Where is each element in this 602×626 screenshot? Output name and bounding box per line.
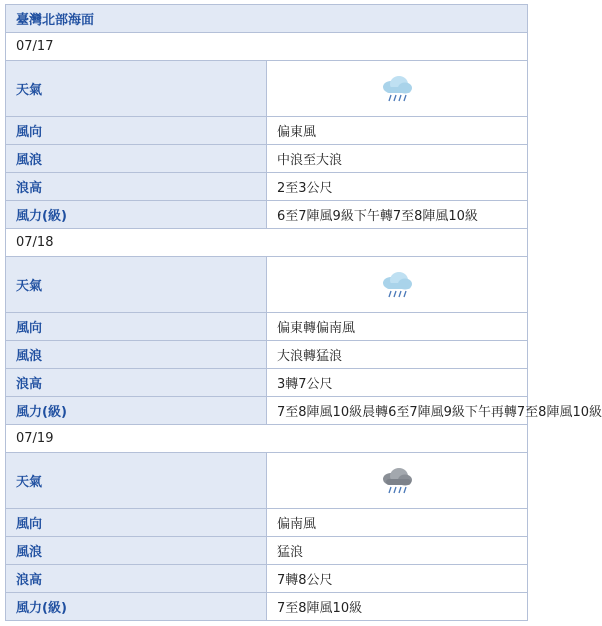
marine-forecast-table (5, 4, 602, 621)
forecast-date: 07/18 (6, 229, 528, 257)
wave-label: 風浪 (6, 145, 267, 173)
wave-height-value: 2至3公尺 (267, 173, 528, 201)
weather-label: 天氣 (6, 61, 267, 117)
wind-direction-label: 風向 (6, 313, 267, 341)
weather-label: 天氣 (6, 453, 267, 509)
weather-row (6, 61, 528, 117)
wind-direction-value: 偏南風 (267, 509, 528, 537)
wind-direction-row (6, 117, 528, 145)
wave-height-row (6, 173, 528, 201)
light-rain-cloud-icon (380, 271, 414, 299)
wind-force-row (6, 397, 528, 425)
wind-force-label: 風力(級) (6, 201, 267, 229)
wind-force-value: 7至8陣風10級 (267, 593, 528, 621)
wind-force-label: 風力(級) (6, 593, 267, 621)
date-row (6, 229, 528, 257)
wind-force-value: 7至8陣風10級晨轉6至7陣風9級下午再轉7至8陣風10級 (267, 397, 528, 425)
wind-force-row (6, 593, 528, 621)
wind-direction-value: 偏東轉偏南風 (267, 313, 528, 341)
wave-height-label: 浪高 (6, 565, 267, 593)
wind-direction-row (6, 509, 528, 537)
wave-height-value: 3轉7公尺 (267, 369, 528, 397)
wind-force-label: 風力(級) (6, 397, 267, 425)
light-rain-cloud-icon (380, 75, 414, 103)
wave-height-row (6, 369, 528, 397)
wave-height-label: 浪高 (6, 173, 267, 201)
wave-label: 風浪 (6, 537, 267, 565)
wind-direction-value: 偏東風 (267, 117, 528, 145)
wind-direction-row (6, 313, 528, 341)
date-row (6, 33, 528, 61)
wave-height-value: 7轉8公尺 (267, 565, 528, 593)
wind-direction-label: 風向 (6, 117, 267, 145)
wind-force-value: 6至7陣風9級下午轉7至8陣風10級 (267, 201, 528, 229)
weather-row (6, 257, 528, 313)
weather-icon-cell (267, 453, 528, 509)
heavy-rain-cloud-icon (380, 467, 414, 495)
wave-height-label: 浪高 (6, 369, 267, 397)
wave-row (6, 537, 528, 565)
wave-row (6, 341, 528, 369)
weather-icon-cell (267, 61, 528, 117)
wave-label: 風浪 (6, 341, 267, 369)
wave-height-row (6, 565, 528, 593)
wave-row (6, 145, 528, 173)
region-title: 臺灣北部海面 (6, 5, 528, 33)
wind-force-row (6, 201, 528, 229)
wave-value: 猛浪 (267, 537, 528, 565)
weather-label: 天氣 (6, 257, 267, 313)
wave-value: 大浪轉猛浪 (267, 341, 528, 369)
region-header-row (6, 5, 528, 33)
weather-icon-cell (267, 257, 528, 313)
weather-row (6, 453, 528, 509)
forecast-date: 07/19 (6, 425, 528, 453)
wave-value: 中浪至大浪 (267, 145, 528, 173)
forecast-date: 07/17 (6, 33, 528, 61)
date-row (6, 425, 528, 453)
wind-direction-label: 風向 (6, 509, 267, 537)
